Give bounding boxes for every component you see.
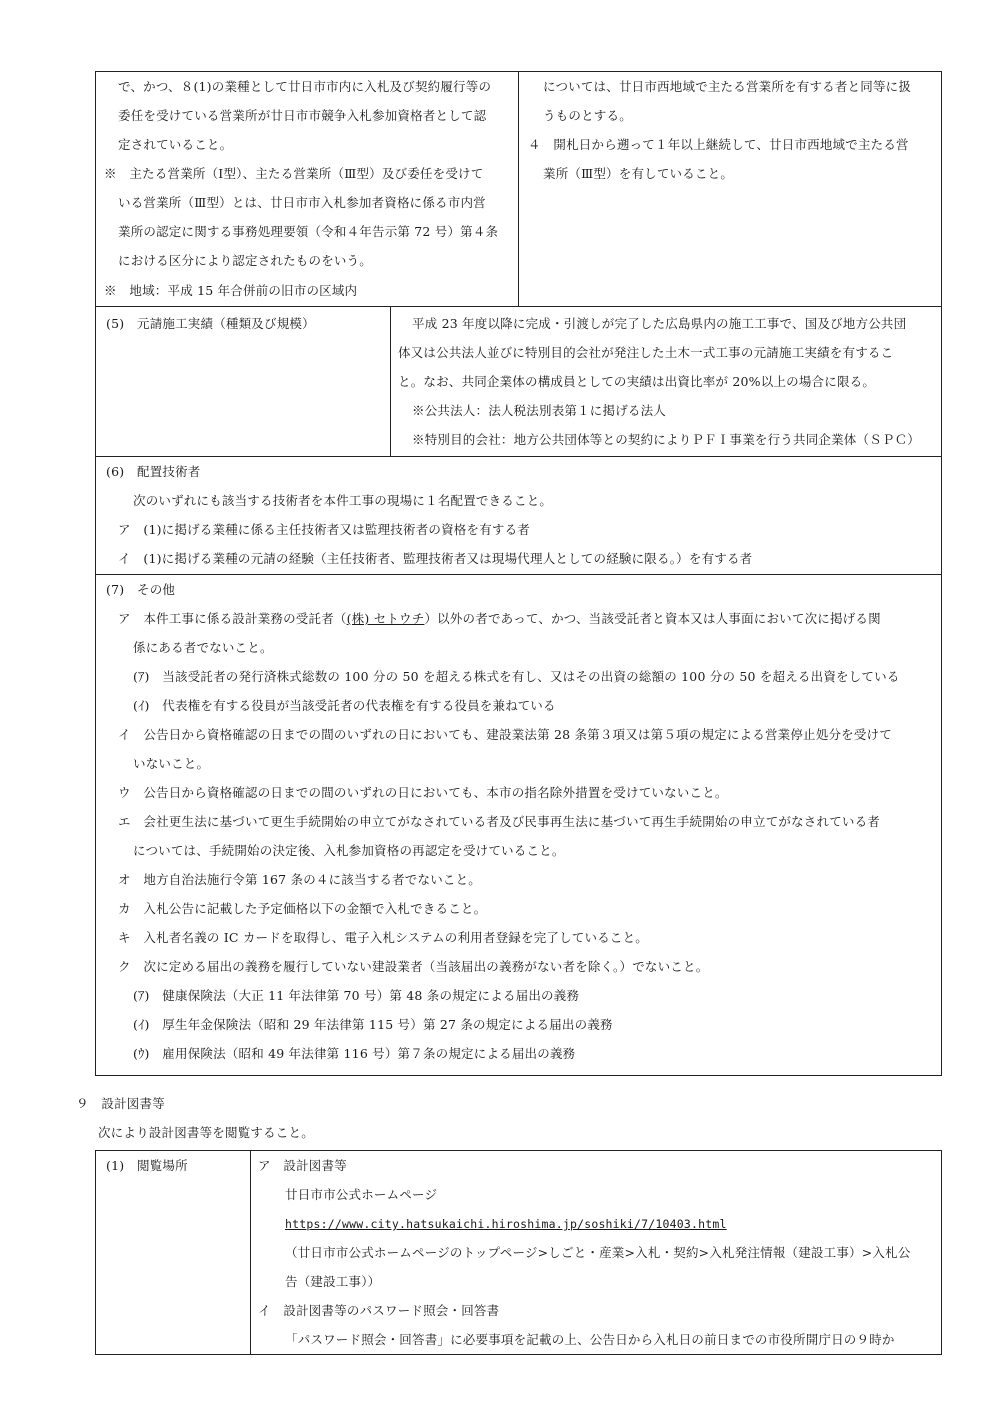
text-line: ク 次に定める届出の義務を履行していない建設業者（当該届出の義務がない者を除く。）でないこと。 <box>118 959 709 974</box>
section5-divider <box>390 306 391 457</box>
section9-heading: ９ 設計図書等 <box>76 1096 165 1111</box>
viewing-table-divider <box>250 1150 251 1355</box>
text-line: ４ 開札日から遡って１年以上継続して、廿日市西地域で主たる営 <box>528 137 909 152</box>
text-fragment: ）以外の者であって、かつ、当該受託者と資本又は人事面において次に掲げる関 <box>424 611 881 626</box>
text-line: 業所（Ⅲ型）を有していること。 <box>543 166 734 181</box>
text-line: イ 設計図書等のパスワード照会・回答書 <box>258 1303 500 1318</box>
text-line: については、廿日市西地域で主たる営業所を有する者と同等に扱 <box>543 79 912 94</box>
text-line: 係にある者でないこと。 <box>133 640 273 655</box>
text-line: 業所の認定に関する事務処理要領（令和４年告示第 72 号）第４条 <box>118 224 499 239</box>
text-line: 平成 23 年度以降に完成・引渡しが完了した広島県内の施工工事で、国及び地方公共団 <box>412 316 907 331</box>
text-line: 告（建設工事）） <box>285 1274 381 1289</box>
text-line: (ｳ) 雇用保険法（昭和 49 年法律第 116 号）第７条の規定による届出の義務 <box>133 1046 576 1061</box>
text-line: 委任を受けている営業所が廿日市市競争入札参加資格者として認 <box>118 108 487 123</box>
design-docs-link[interactable]: https://www.city.hatsukaichi.hiroshima.jp/soshiki/7/10403.html <box>285 1217 727 1231</box>
note-line: ※公共法人：法人税法別表第１に掲げる法人 <box>412 403 667 418</box>
row-divider <box>95 574 942 575</box>
text-line: 「パスワード照会・回答書」に必要事項を記載の上、公告日から入札日の前日までの市役所開庁日の９時か <box>285 1332 895 1347</box>
text-line: (ｲ) 代表権を有する役員が当該受託者の代表権を有する役員を兼ねている <box>133 698 556 713</box>
text-line: イ 公告日から資格確認の日までの間のいずれの日においても、建設業法第 28 条第３項又は第５項の規定による営業停止処分を受けて <box>118 727 892 742</box>
text-line: （廿日市市公式ホームページのトップページ>しごと・産業>入札・契約>入札発注情報（建設工事）>入札公 <box>285 1245 911 1260</box>
text-line <box>118 611 881 627</box>
note-line: ※ 主たる営業所（Ⅰ型）、主たる営業所（Ⅲ型）及び委任を受けて <box>104 166 484 181</box>
text-line: における区分により認定されたものをいう。 <box>118 253 373 268</box>
note-line: ※特別目的会社：地方公共団体等との契約によりＰＦＩ事業を行う共同企業体（ＳＰＣ） <box>412 432 921 447</box>
text-line: 廿日市市公式ホームページ <box>285 1187 438 1202</box>
text-line: で、かつ、８(1)の業種として廿日市市内に入札及び契約履行等の <box>118 79 492 94</box>
text-line: ア (1)に掲げる業種に係る主任技術者又は監理技術者の資格を有する者 <box>118 522 531 537</box>
section6-label: (6) 配置技術者 <box>106 464 201 479</box>
text-line: イ (1)に掲げる業種の元請の経験（主任技術者、監理技術者又は現場代理人としての経験に限る。）を有する者 <box>118 551 753 566</box>
section9-intro: 次により設計図書等を閲覧すること。 <box>98 1125 314 1140</box>
text-line: 定されていること。 <box>118 137 233 152</box>
text-line: と。なお、共同企業体の構成員としての実績は出資比率が 20%以上の場合に限る。 <box>398 374 876 389</box>
text-line: については、手続開始の決定後、入札参加資格の再認定を受けていること。 <box>133 843 565 858</box>
text-line: (ｲ) 厚生年金保険法（昭和 29 年法律第 115 号）第 27 条の規定による届出の義務 <box>133 1017 613 1032</box>
text-line: ウ 公告日から資格確認の日までの間のいずれの日においても、本市の指名除外措置を受けていないこと。 <box>118 785 728 800</box>
text-line: ア 設計図書等 <box>258 1158 347 1173</box>
text-line: オ 地方自治法施行令第 167 条の４に該当する者でないこと。 <box>118 872 482 887</box>
text-line: エ 会社更生法に基づいて更生手続開始の申立てがなされている者及び民事再生法に基づいて再生手続開始の申立てがなされている者 <box>118 814 881 829</box>
text-fragment: ア 本件工事に係る設計業務の受託者（ <box>118 611 347 626</box>
text-line: 体又は公共法人並びに特別目的会社が発注した土木一式工事の元請施工実績を有するこ <box>398 345 894 360</box>
section7-label: (7) その他 <box>106 582 176 597</box>
section5-label: (5) 元請施工実績（種類及び規模） <box>106 316 315 331</box>
note-line: ※ 地域：平成 15 年合併前の旧市の区域内 <box>104 283 358 298</box>
text-line: (ｱ) 健康保険法（大正 11 年法律第 70 号）第 48 条の規定による届出の義務 <box>133 988 580 1003</box>
text-line: いないこと。 <box>133 756 210 771</box>
text-line: キ 入札者名義の IC カードを取得し、電子入札システムの利用者登録を完了していること。 <box>118 930 649 945</box>
viewing-place-label: (1) 閲覧場所 <box>106 1158 188 1173</box>
top-table-divider <box>518 71 519 307</box>
text-line: うものとする。 <box>543 108 632 123</box>
consultant-name: (株) セトウチ <box>346 611 425 626</box>
text-line: いる営業所（Ⅲ型）とは、廿日市市入札参加者資格に係る市内営 <box>118 195 486 210</box>
row-divider <box>95 456 942 457</box>
text-line: 次のいずれにも該当する技術者を本件工事の現場に１名配置できること。 <box>133 493 553 508</box>
text-line: (ｱ) 当該受託者の発行済株式総数の 100 分の 50 を超える株式を有し、又はその出資の総額の 100 分の 50 を超える出資をしている <box>133 669 900 684</box>
text-line: カ 入札公告に記載した予定価格以下の金額で入札できること。 <box>118 901 487 916</box>
